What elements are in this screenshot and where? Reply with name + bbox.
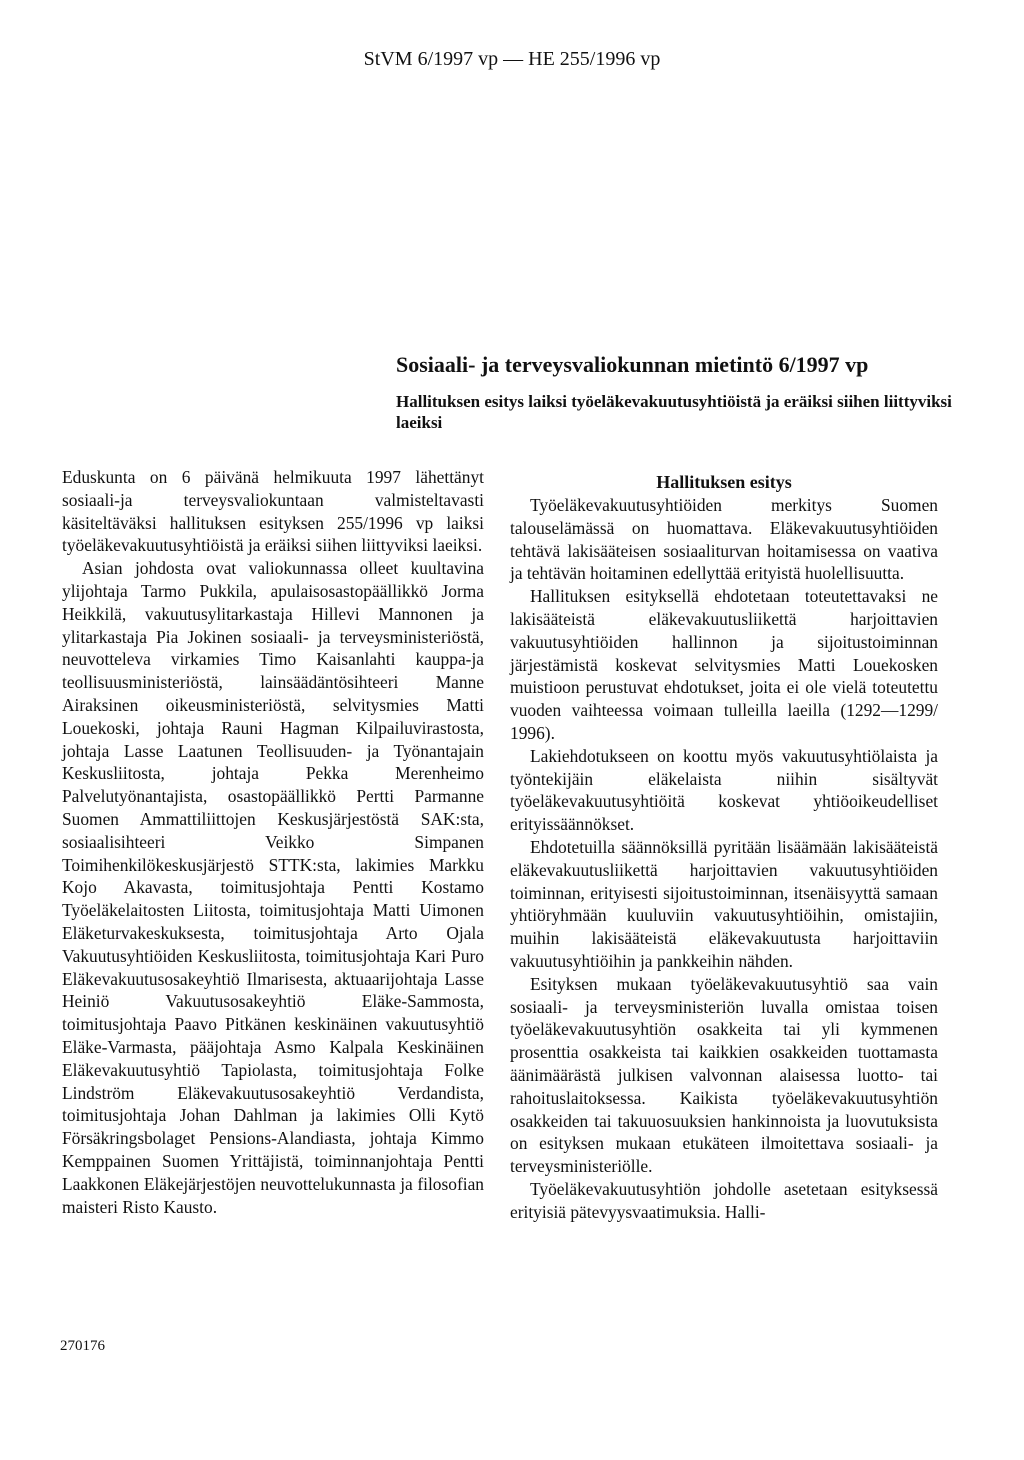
document-subtitle: Hallituksen esitys laiksi työeläkevakuutusyhtiöistä ja eräiksi siihen liittyviksi laeiksi — [396, 392, 952, 432]
running-header: StVM 6/1997 vp — HE 255/1996 vp — [363, 48, 661, 70]
right-column — [510, 494, 938, 1224]
paragraph: Työeläkevakuutusyhtiöiden merkitys Suomen talouselämässä on huomattava. Eläkevakuutusyhtiöiden tehtävä lakisääteisen sosiaaliturvan hoitamisessa on vaativa ja tehtävän hoitaminen edellyttää erityistä huolellisuutta. — [510, 495, 938, 584]
paragraph: Asian johdosta ovat valiokunnassa olleet kuultavina ylijohtaja Tarmo Pukkila, apulaisosastopäällikkö Jorma Heikkilä, vakuutusylitarkastaja Hillevi Mannonen ja ylitarkastaja Pia Jokinen sosiaali- ja terveysministeriöstä, neuvotteleva virkamies Timo Kaisanlahti kauppa-ja teollisuusministeriöstä, lainsäädäntösihteeri Manne Airaksinen oikeusministeriöstä, selvitysmies Matti Louekoski, johtaja Rauni Hagman Kilpailuvirastosta, johtaja Lasse Laatunen Teollisuuden- ja Työnantajain Keskusliitosta, johtaja Pekka Merenheimo Palvelutyönantajista, osastopäällikkö Pertti Parmanne Suomen Ammattiliittojen Keskusjärjestöstä SAK:sta, sosiaalisihteeri Veikko Simpanen Toimihenkilökeskusjärjestö STTK:sta, lakimies Markku Kojo Akavasta, toimitusjohtaja Pentti Kostamo Työeläkelaitosten Liitosta, toimitusjohtaja Matti Uimonen Eläketurvakeskuksesta, toimitusjohtaja Arto Ojala Vakuutusyhtiöiden Keskusliitosta, toimitusjohtaja Kari Puro Eläkevakuutusosakeyhtiö Ilmarisesta, aktuaarijohtaja Lasse Heiniö Vakuutusosakeyhtiö Eläke-Sammosta, toimitusjohtaja Paavo Pitkänen keskinäinen vakuutusyhtiö Eläke-Varmasta, pääjohtaja Asmo Kalpala Keskinäinen Eläkevakuutusyhtiö Tapiolasta, toimitusjohtaja Folke Lindström Eläkevakuutusosakeyhtiö Verdandista, toimitusjohtaja Johan Dahlman ja lakimies Olli Kytö Försäkringsbolaget Pensions-Alandiasta, johtaja Kimmo Kemppainen Suomen Yrittäjistä, toiminnanjohtaja Pentti Laakkonen Eläkejärjestöjen neuvottelukunnasta ja filosofian maisteri Risto Kausto. — [62, 558, 484, 1217]
left-column — [62, 466, 484, 1218]
paragraph: Eduskunta on 6 päivänä helmikuuta 1997 lähettänyt sosiaali-ja terveysvaliokuntaan valmisteltavasti käsiteltäväksi hallituksen esityksen 255/1996 vp laiksi työeläkevakuutusyhtiöistä ja eräiksi siihen liittyviksi laeiksi. — [62, 467, 484, 556]
document-code: 270176 — [60, 1338, 105, 1354]
paragraph: Hallituksen esityksellä ehdotetaan toteutettavaksi ne lakisääteistä eläkevakuutusliikettä harjoittavien vakuutusyhtiöiden hallinnon ja sijoitustoiminnan järjestämistä koskevat selvitysmies Matti Louekosken muistioon perustuvat ehdotukset, joita ei ole vielä toteutettu vuoden vaihteessa voimaan tulleilla laeilla (1292—1299/ 1996). — [510, 586, 938, 743]
paragraph: Lakiehdotukseen on koottu myös vakuutusyhtiölaista ja työntekijäin eläkelaista niihin sisältyvät työeläkevakuutusyhtiöitä koskevat yhtiöoikeudelliset erityissäännökset. — [510, 745, 938, 835]
document-title: Sosiaali- ja terveysvaliokunnan mietintö 6/1997 vp — [396, 352, 869, 377]
paragraph: Esityksen mukaan työeläkevakuutusyhtiö saa vain sosiaali- ja terveysministeriön luvalla omistaa toisen työeläkevakuutusyhtiön osakkeita tai yli kymmenen prosenttia osakkeista tai kaikkien osakkeiden tuottamasta äänimäärästä julkisen valvonnan alaisessa luotto- tai rahoituslaitoksessa. Kaikista työeläkevakuutusyhtiön osakkeiden tai takuuosuuksien hankinnoista ja luovutuksista on esityksen mukaan etukäteen ilmoitettava sosiaali- ja terveysministeriölle. — [510, 973, 938, 1177]
section-heading: Hallituksen esitys — [656, 472, 792, 492]
paragraph: Työeläkevakuutusyhtiön johdolle asetetaan esityksessä erityisiä pätevyysvaatimuksia. Halli- — [510, 1178, 938, 1222]
paragraph: Ehdotetuilla säännöksillä pyritään lisäämään lakisääteistä eläkevakuutusliikettä harjoittavien vakuutusyhtiöiden toiminnan, erityisesti sijoitustoiminnan, itsenäisyyttä samaan yhtiöryhmään kuuluviin vakuutusyhtiöihin, omistajiin, muihin lakisääteistä eläkevakuutusta harjoittaviin vakuutusyhtiöihin ja pankkeihin nähden. — [510, 836, 938, 971]
